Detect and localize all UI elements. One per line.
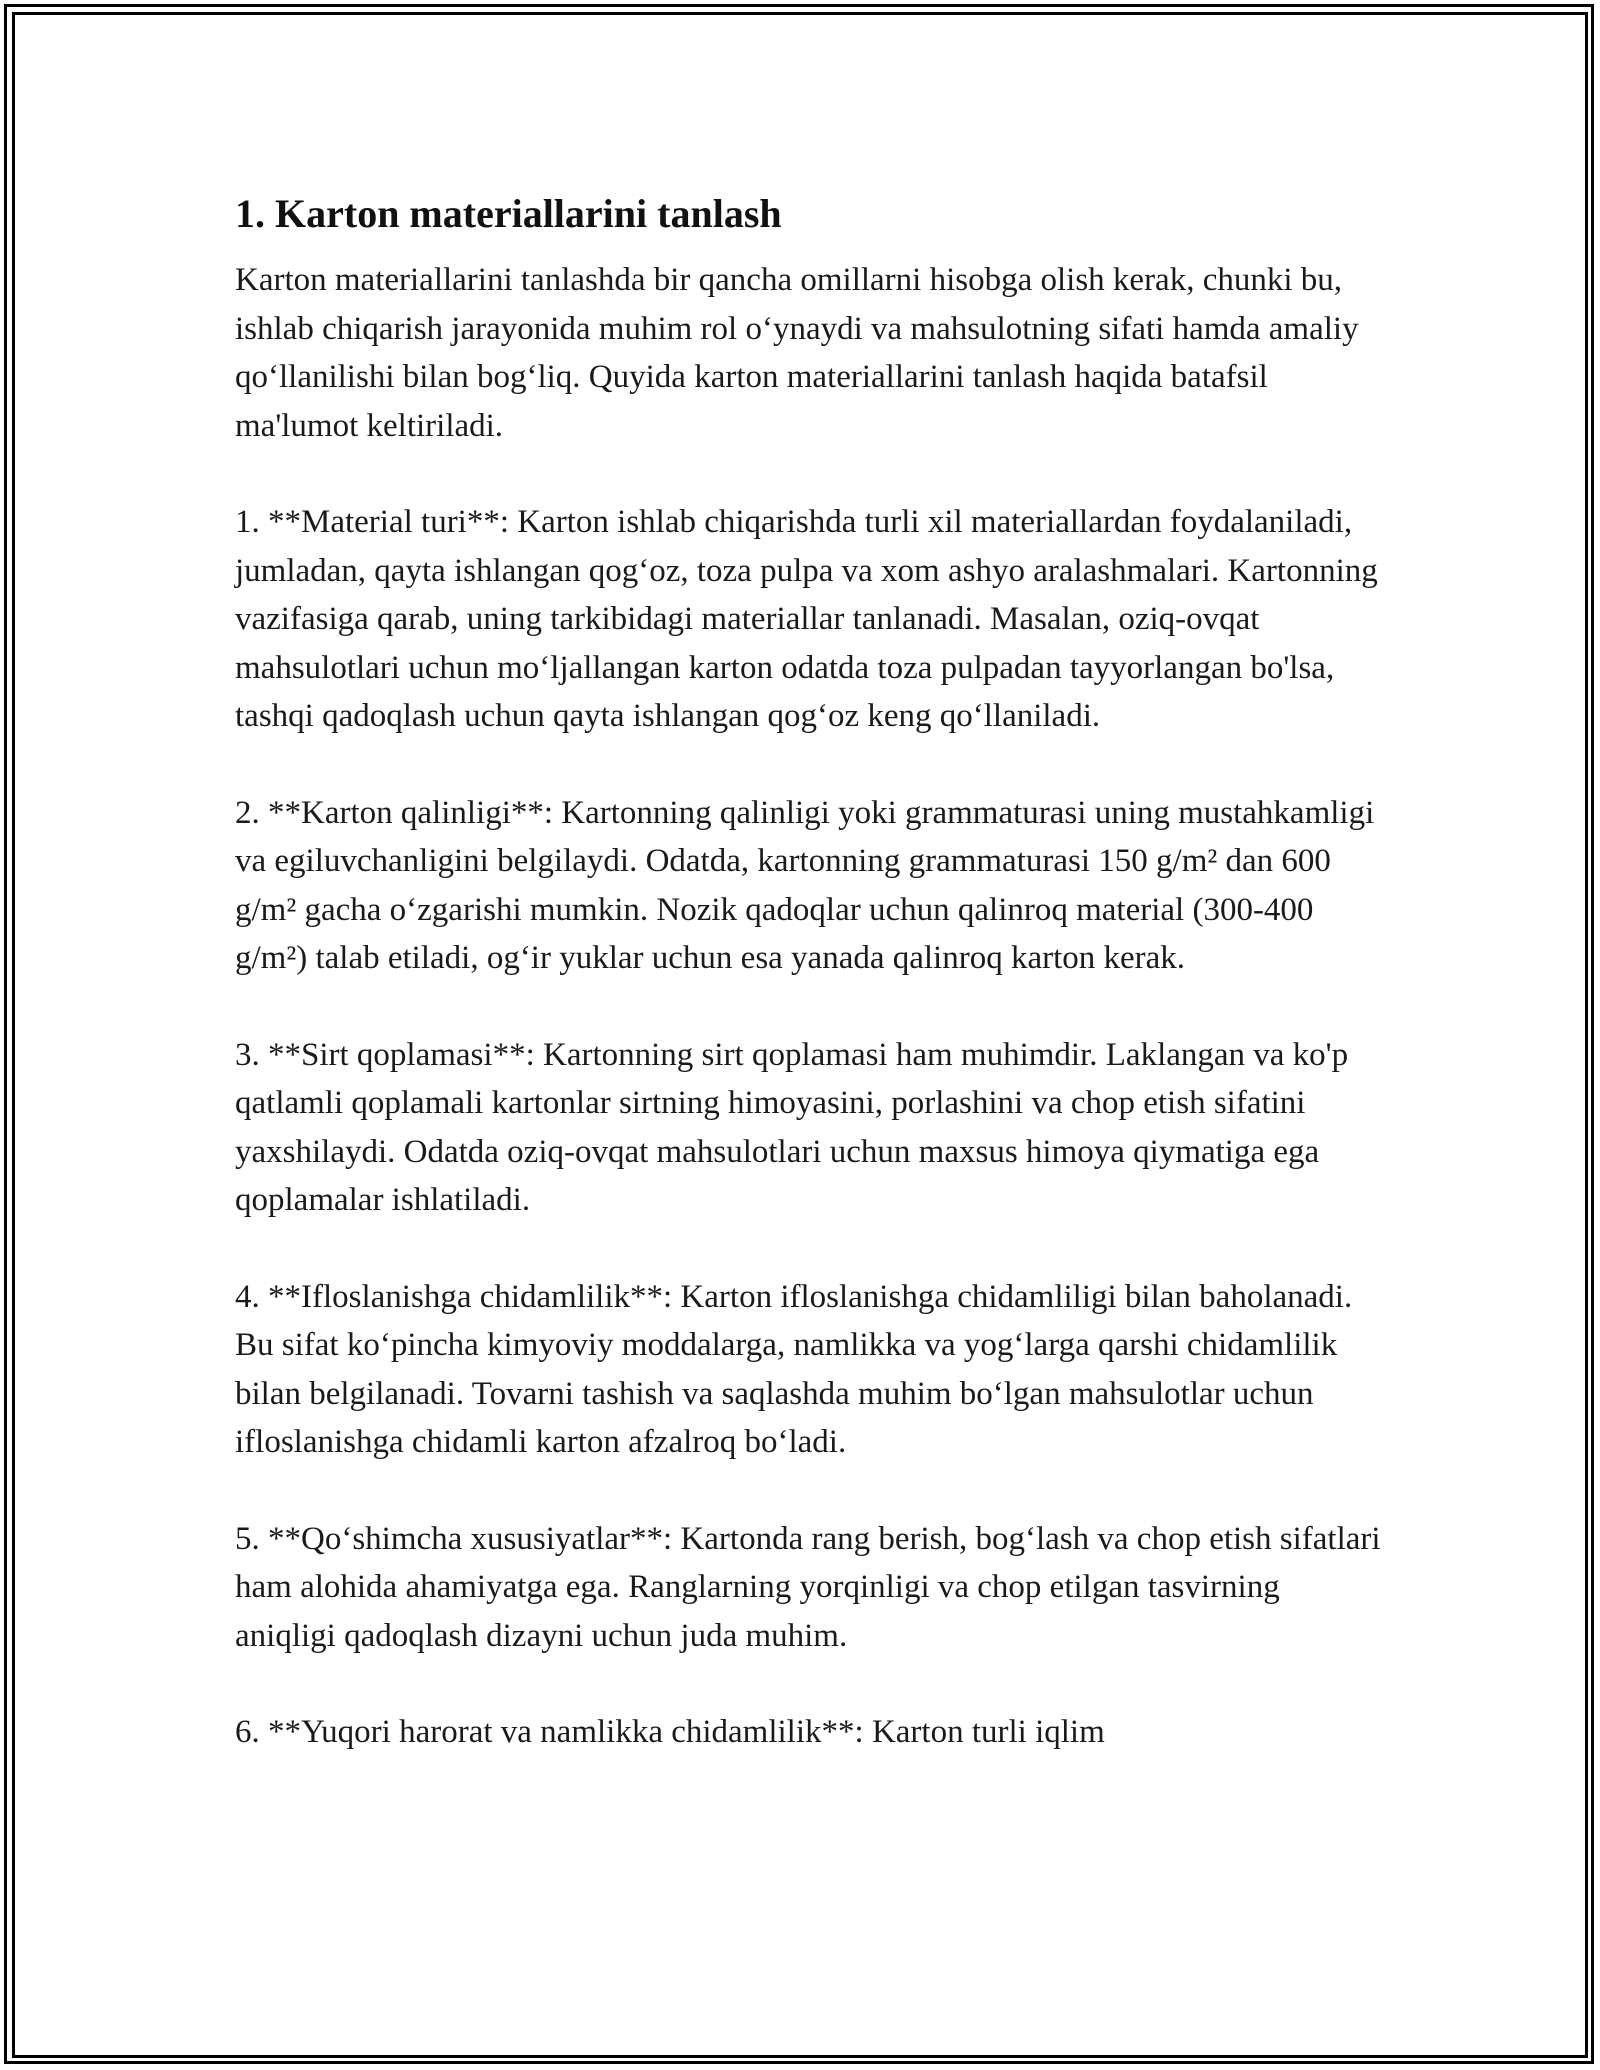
list-item-contamination-resistance: 4. **Ifloslanishga chidamlilik**: Karton ifloslanishga chidamliligi bilan baholanadi. Bu sifat ko‘pincha kimyoviy moddalarga, namlikka va yog‘larga qarshi chidamlilik bilan belgilanadi. Tovarni tashish va saqlashda muhim bo‘lgan mahsulotlar uchun ifloslanishga chidamli karton afzalroq bo‘ladi. xyxy=(235,1278,1353,1460)
intro-paragraph: Karton materiallarini tanlashda bir qancha omillarni hisobga olish kerak, chunki bu, ishlab chiqarish jarayonida muhim rol o‘ynaydi va mahsulotning sifati hamda amaliy qo‘llanilishi bilan bog‘liq. Quyida karton materiallarini tanlash haqida batafsil ma'lumot keltiriladi. xyxy=(235,262,1359,444)
list-item-additional-properties: 5. **Qo‘shimcha xususiyatlar**: Kartonda rang berish, bog‘lash va chop etish sifatlari ham alohida ahamiyatga ega. Ranglarning yorqinligi va chop etilgan tasvirning aniqligi qadoqlash dizayni uchun juda muhim. xyxy=(235,1520,1381,1654)
section-heading: 1. Karton materiallarini tanlash xyxy=(235,191,782,236)
list-item-surface-coating: 3. **Sirt qoplamasi**: Kartonning sirt qoplamasi ham muhimdir. Laklangan va ko'p qatlamli qoplamali kartonlar sirtning himoyasini, porlashini va chop etish sifatini yaxshilaydi. Odatda oziq-ovqat mahsulotlari uchun maxsus himoya qiymatiga ega qoplamalar ishlatiladi. xyxy=(235,1036,1349,1218)
list-item-material-type: 1. **Material turi**: Karton ishlab chiqarishda turli xil materiallardan foydalaniladi, jumladan, qayta ishlangan qog‘oz, toza pulpa va xom ashyo aralashmalari. Kartonning vazifasiga qarab, uning tarkibidagi materiallar tanlanadi. Masalan, oziq-ovqat mahsulotlari uchun mo‘ljallangan karton odatda toza pulpadan tayyorlangan bo'lsa, tashqi qadoqlash uchun qayta ishlangan qog‘oz keng qo‘llaniladi. xyxy=(235,504,1378,734)
list-item-thickness: 2. **Karton qalinligi**: Kartonning qalinligi yoki grammaturasi uning mustahkamligi va egiluvchanligini belgilaydi. Odatda, kartonning grammaturasi 150 g/m² dan 600 g/m² gacha o‘zgarishi mumkin. Nozik qadoqlar uchun qalinroq material (300-400 g/m²) talab etiladi, og‘ir yuklar uchun esa yanada qalinroq karton kerak. xyxy=(235,794,1375,976)
document-body xyxy=(235,180,1385,1805)
list-item-temperature-humidity: 6. **Yuqori harorat va namlikka chidamlilik**: Karton turli iqlim xyxy=(235,1714,1105,1750)
